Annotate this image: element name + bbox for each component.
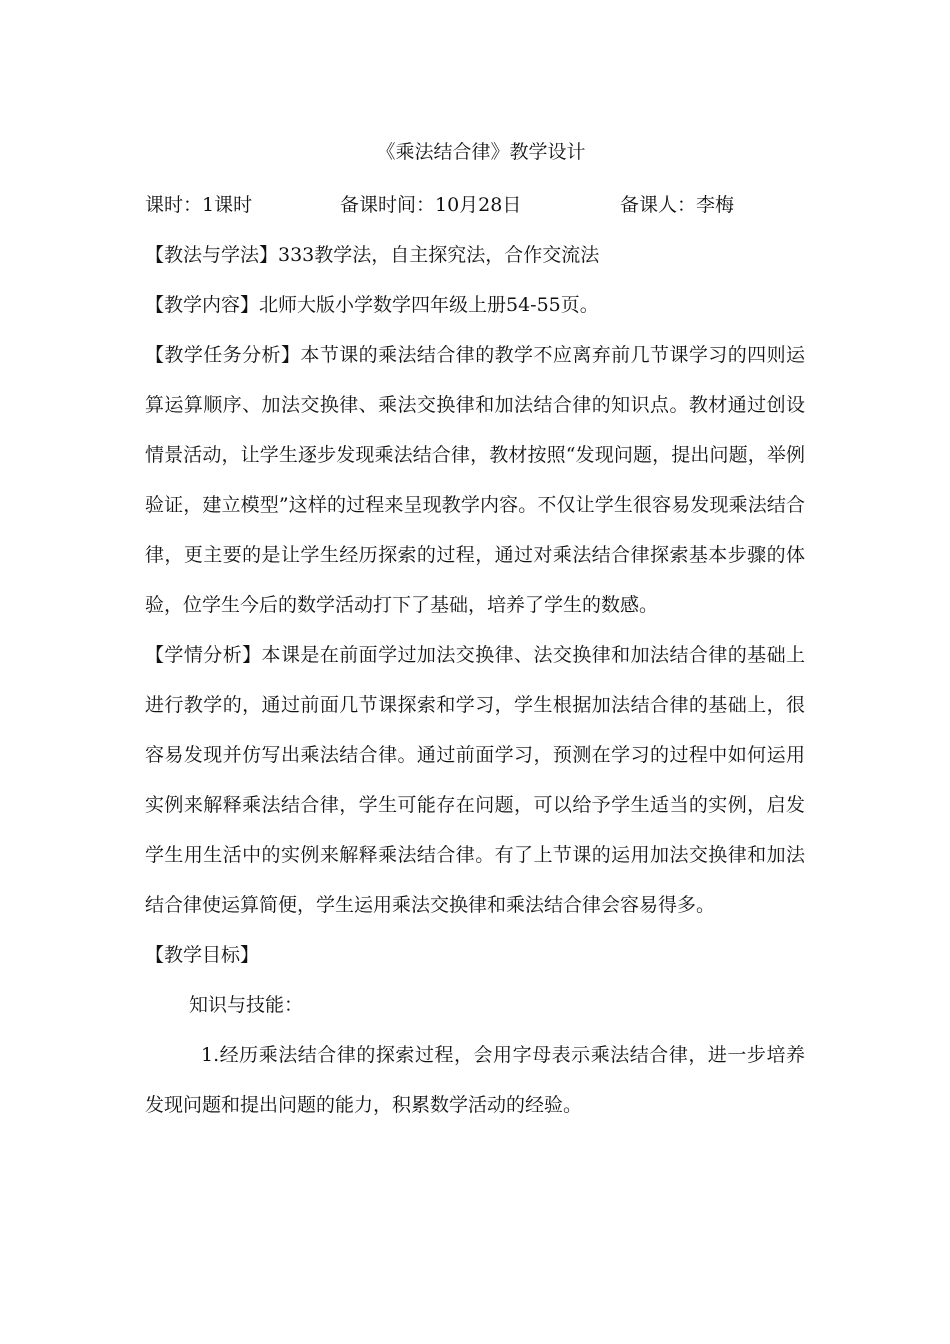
document-title: 《乘法结合律》教学设计 [376,141,586,163]
task-analysis-paragraph: 【教学任务分析】本节课的乘法结合律的教学不应离弃前几节课学习的四则运算运算顺序、加法交换律、乘法交换律和加法结合律的知识点。教材通过创设情景活动，让学生逐步发现乘法结合律，教材按照“发现问题，提出问题，举例验证，建立模型”这样的过程来呈现教学内容。不仅让学生很容易发现乘法结合律，更主要的是让学生经历探索的过程，通过对乘法结合律探索基本步骤的体验，位学生今后的数学活动打下了基础，培养了学生的数感。 [145,344,805,616]
preparer: 备课人：李梅 [620,194,735,216]
prep-time: 备课时间：10月28日 [340,194,522,216]
methods-paragraph: 【教法与学法】333教学法，自主探究法，合作交流法 [145,244,600,266]
document-page [145,132,805,1130]
knowledge-heading: 知识与技能： [189,994,304,1016]
content-paragraph: 【教学内容】北师大版小学数学四年级上册54-55页。 [145,294,599,316]
lesson-meta [145,180,805,230]
goal-1-paragraph: 1.经历乘法结合律的探索过程，会用字母表示乘法结合律，进一步培养发现问题和提出问题的能力，积累数学活动的经验。 [145,1044,805,1116]
goals-heading: 【教学目标】 [145,944,260,966]
student-analysis-paragraph: 【学情分析】本课是在前面学过加法交换律、法交换律和加法结合律的基础上进行教学的，通过前面几节课探索和学习，学生根据加法结合律的基础上，很容易发现并仿写出乘法结合律。通过前面学习，预测在学习的过程中如何运用实例来解释乘法结合律，学生可能存在问题，可以给予学生适当的实例，启发学生用生活中的实例来解释乘法结合律。有了上节课的运用加法交换律和加法结合律使运算简便，学生运用乘法交换律和乘法结合律会容易得多。 [145,644,805,916]
lesson-period: 课时：1课时 [145,194,253,216]
